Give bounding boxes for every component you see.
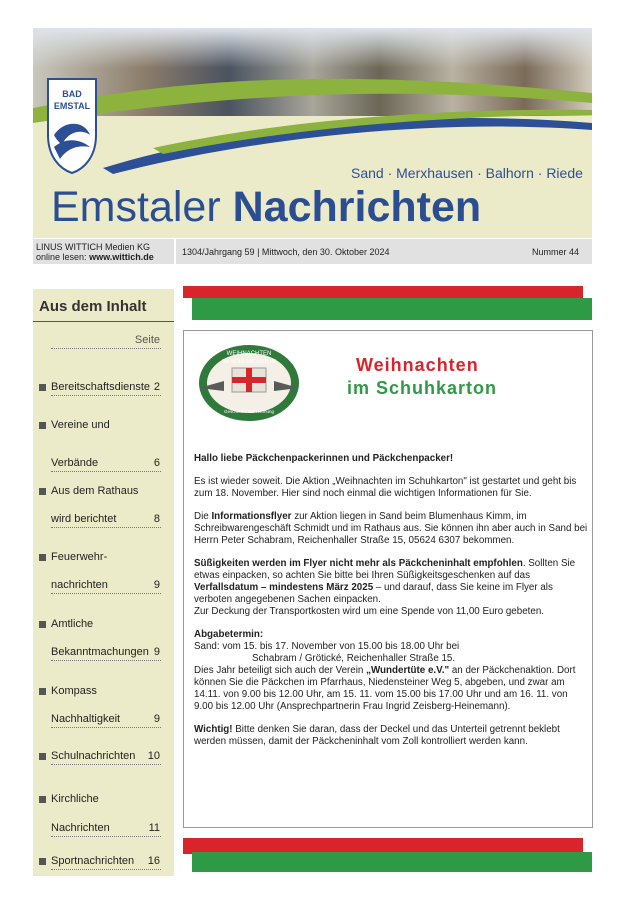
toc-page-number: 9 [153,646,160,658]
toc-title: Aus dem Inhalt [39,298,147,315]
schuhkarton-logo [194,343,304,423]
toc-page-number: 9 [153,579,160,591]
toc-item-label[interactable]: Schulnachrichten [51,750,136,762]
publisher-name: LINUS WITTICH Medien KG [36,242,151,252]
toc-page-number: 6 [153,457,160,469]
masthead-swoosh [33,68,592,178]
toc-bullet [39,488,46,495]
toc-item-label[interactable]: Feuerwehr- [51,551,108,563]
toc-item-label[interactable]: Sportnachrichten [51,855,135,867]
toc-page-number: 8 [153,513,160,525]
toc-bullet [39,384,46,391]
paragraph-1: Es ist wieder soweit. Die Aktion „Weihnachten im Schuhkarton" ist gestartet und geht bis zum 18. November. Hier sind noch einmal die wichtigen Informationen für Sie. [194,476,577,499]
paragraph-3: Süßigkeiten werden im Flyer nicht mehr als Päckcheninhalt empfohlen. Sollten Sie etwas einpacken, so achten Sie bitte bei Ihren Süßigkeitsgeschenken auf das Verfallsdatum – mindestens März 2025 – und darauf, dass Sie keine im Flyer als verboten angegebenen Sachen einpacken. Zur Deckung der Transportkosten wird um eine Spende von 11,00 Euro gebeten. [194,558,576,617]
paragraph-abgabe: Abgabetermin: Sand: vom 15. bis 17. November von 15.00 bis 18.00 Uhr bei Schabram / Grötické, Reichenhaller Straße 15. Dies Jahr beteiligt sich auch der Verein „Wundertüte e.V." an der Päckchenaktion. Dort können Sie die Päckchen im Pfarrhaus, Niedensteiner Weg 5, abgeben, und zwar am 14.11. von 9.00 bis 12.00 Uhr, am 15. 11. vom 15.00 bis 17.00 Uhr und am 16. 11. von 9.00 bis 12.00 Uhr (Ansprechpartnerin Frau Ingrid Zeisberg-Heinemann). [194,629,576,712]
bad-emstal-coat-of-arms [44,75,100,175]
greeting: Hallo liebe Päckchenpackerinnen und Päckchenpacker! [194,453,454,464]
toc-bullet [39,554,46,561]
paragraph-2: Die Informationsflyer zur Aktion liegen in Sand beim Blumenhaus Kimm, im Schreibwarengeschäft Schmidt und im Rathaus aus. Sie können ihn aber auch in Sand bei Herrn Peter Schabram, Reichenhaller Straße 15, 05624 6307 bekommen. [194,511,588,546]
toc-item-label[interactable]: Kirchliche [51,793,99,805]
logo-text-sub: Geschenke der Hoffnung [224,409,274,414]
toc-item-label-continued[interactable]: Nachrichten [51,822,110,834]
toc-item-label-continued[interactable]: nachrichten [51,579,108,591]
toc-item-label[interactable]: Kompass [51,685,97,697]
issue-info: 1304/Jahrgang 59 | Mittwoch, den 30. Oktober 2024 [182,247,390,257]
toc-seite-label: Seite [134,334,160,346]
article-body [194,453,589,759]
town-list: Sand · Merxhausen · Balhorn · Riede [351,165,583,181]
toc-item-label[interactable]: Bereitschaftsdienste [51,381,151,393]
issue-number: Nummer 44 [531,247,579,257]
toc-item-label[interactable]: Amtliche [51,618,94,630]
coat-text-emstal: EMSTAL [53,101,91,111]
toc-item-label[interactable]: Vereine und [51,419,110,431]
online-url-link[interactable]: www.wittich.de [89,252,154,262]
online-read-line: online lesen: www.wittich.de [36,252,154,262]
publication-info-bar [33,239,592,264]
headline-weihnachten: Weihnachten [356,355,479,375]
toc-item-label-continued[interactable]: wird berichtet [51,513,117,525]
masthead [33,28,592,238]
toc-page-number: 11 [148,822,160,834]
toc-page-number: 2 [153,381,160,393]
newspaper-title [51,181,481,233]
logo-text-top: WEIHNACHTEN [226,351,272,357]
toc-item-label-continued[interactable]: Nachhaltigkeit [51,713,121,725]
toc-item-label[interactable]: Aus dem Rathaus [51,485,139,497]
toc-item-label-continued[interactable]: Verbände [51,457,99,469]
toc-page-number: 9 [153,713,160,725]
toc-bullet [39,858,46,865]
title-bold: Nachrichten [232,183,482,231]
bottom-stripe-green [192,852,592,872]
toc-item-label-continued[interactable]: Bekanntmachungen [51,646,149,658]
toc-bullet [39,422,46,429]
top-stripe-red [183,286,583,298]
headline-schuhkarton: im Schuhkarton [347,378,498,398]
top-stripe-green [192,298,592,320]
logo-text-main: IM SCHUHKARTON [222,359,276,365]
article-box [183,330,593,828]
toc-bullet [39,796,46,803]
toc-bullet [39,753,46,760]
title-light: Emstaler [51,183,221,231]
table-of-contents [33,289,174,876]
toc-page-number: 16 [147,855,160,867]
toc-bullet [39,621,46,628]
toc-bullet [39,688,46,695]
paragraph-wichtig: Wichtig! Bitte denken Sie daran, dass der Deckel und das Unterteil getrennt beklebt werden müssen, damit der Päckcheninhalt vom Zoll kontrolliert werden kann. [194,724,560,747]
toc-page-number: 10 [147,750,160,762]
coat-text-bad: BAD [62,89,82,99]
